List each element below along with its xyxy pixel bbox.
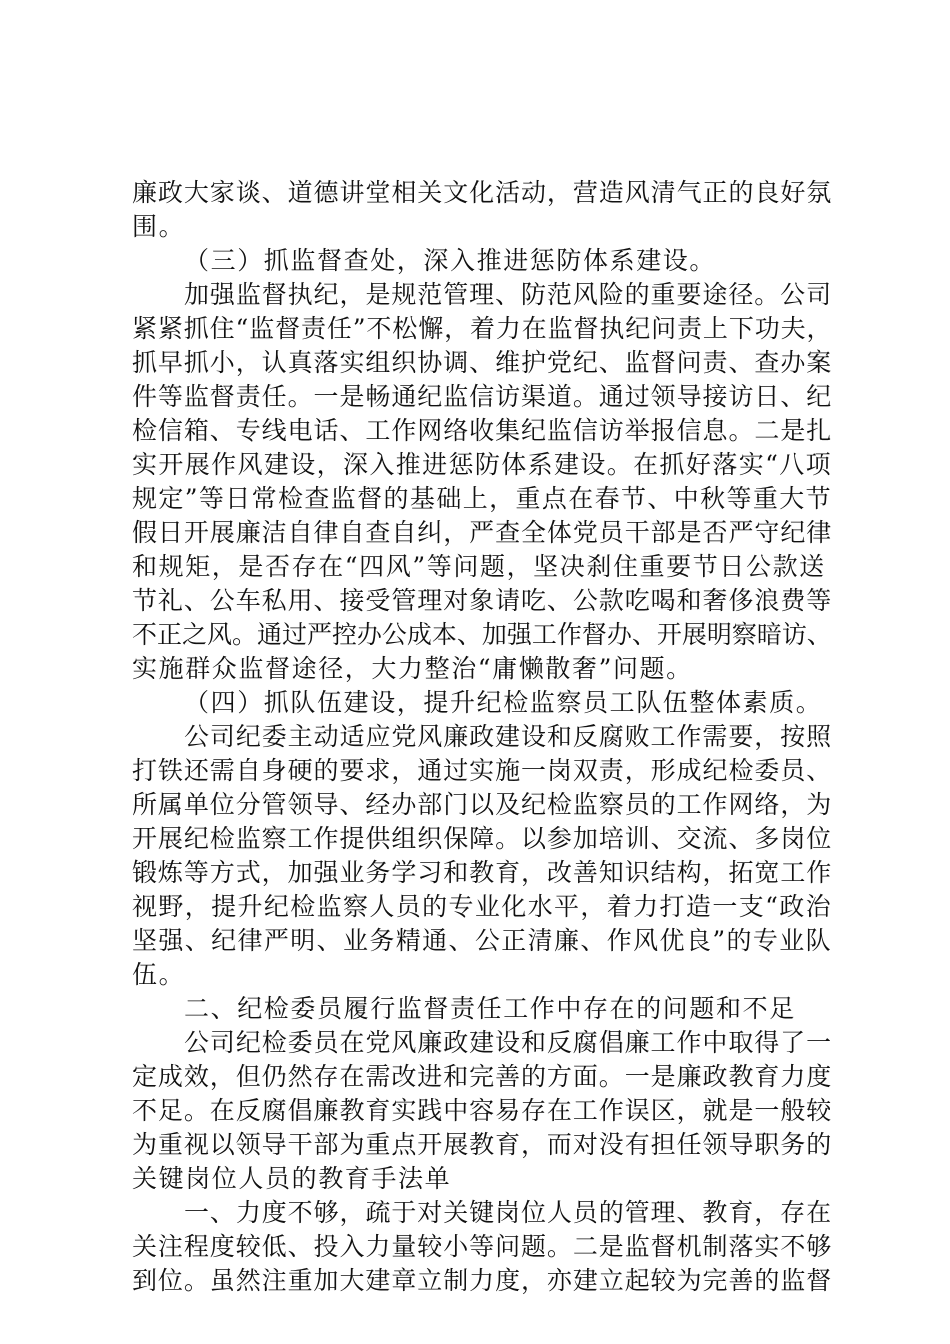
document-body	[132, 176, 832, 1298]
text-line: 紧紧抓住“监督责任”不松懈，着力在监督执纪问责上下功夫，	[132, 314, 833, 343]
text-line: 廉政大家谈、道德讲堂相关文化活动，营造风清气正的良好氛	[132, 178, 833, 207]
text-line: 假日开展廉洁自律自查自纠，严查全体党员干部是否严守纪律	[132, 518, 833, 547]
text-line: 所属单位分管领导、经办部门以及纪检监察员的工作网络，为	[132, 790, 833, 819]
text-line: 不足。在反腐倡廉教育实践中容易存在工作误区，就是一般较	[132, 1096, 833, 1125]
text-line: 锻炼等方式，加强业务学习和教育，改善知识结构，拓宽工作	[132, 858, 833, 887]
text-line: 二、纪检委员履行监督责任工作中存在的问题和不足	[184, 994, 796, 1023]
text-line: 公司纪委主动适应党风廉政建设和反腐败工作需要，按照	[184, 722, 833, 751]
text-line: 公司纪检委员在党风廉政建设和反腐倡廉工作中取得了一	[184, 1028, 833, 1057]
text-line: 坚强、纪律严明、业务精通、公正清廉、作风优良”的专业队	[132, 926, 832, 955]
text-line: 关注程度较低、投入力量较小等问题。二是监督机制落实不够	[132, 1232, 833, 1261]
text-line: 件等监督责任。一是畅通纪监信访渠道。通过领导接访日、纪	[132, 382, 833, 411]
text-line: 和规矩，是否存在“四风”等问题，坚决刹住重要节日公款送	[132, 552, 826, 581]
text-line: 实开展作风建设，深入推进惩防体系建设。在抓好落实“八项	[132, 450, 832, 479]
text-line: 围。	[132, 212, 186, 241]
text-line: 加强监督执纪，是规范管理、防范风险的重要途径。公司	[184, 280, 833, 309]
text-line: 到位。虽然注重加大建章立制力度，亦建立起较为完善的监督	[132, 1266, 833, 1295]
text-line: 检信箱、专线电话、工作网络收集纪监信访举报信息。二是扎	[132, 416, 833, 445]
text-line: 实施群众监督途径，大力整治“庸懒散奢”问题。	[132, 654, 693, 683]
text-line: 关键岗位人员的教育手法单	[132, 1164, 452, 1193]
text-line: 伍。	[132, 960, 186, 989]
text-line: 抓早抓小，认真落实组织协调、维护党纪、监督问责、查办案	[132, 348, 833, 377]
text-line: （三）抓监督查处，深入推进惩防体系建设。	[184, 246, 717, 275]
text-line: 规定”等日常检查监督的基础上，重点在春节、中秋等重大节	[132, 484, 832, 513]
text-line: 开展纪检监察工作提供组织保障。以参加培训、交流、多岗位	[132, 824, 833, 853]
text-line: 不正之风。通过严控办公成本、加强工作督办、开展明察暗访、	[132, 620, 832, 649]
text-line: （四）抓队伍建设，提升纪检监察员工队伍整体素质。	[184, 688, 823, 717]
text-line: 为重视以领导干部为重点开展教育，而对没有担任领导职务的	[132, 1130, 833, 1159]
text-line: 节礼、公车私用、接受管理对象请吃、公款吃喝和奢侈浪费等	[132, 586, 833, 615]
text-line: 一、力度不够，疏于对关键岗位人员的管理、教育，存在	[184, 1198, 833, 1227]
text-line: 视野，提升纪检监察人员的专业化水平，着力打造一支“政治	[132, 892, 832, 921]
text-line: 定成效，但仍然存在需改进和完善的方面。一是廉政教育力度	[132, 1062, 833, 1091]
text-line: 打铁还需自身硬的要求，通过实施一岗双责，形成纪检委员、	[132, 756, 833, 785]
